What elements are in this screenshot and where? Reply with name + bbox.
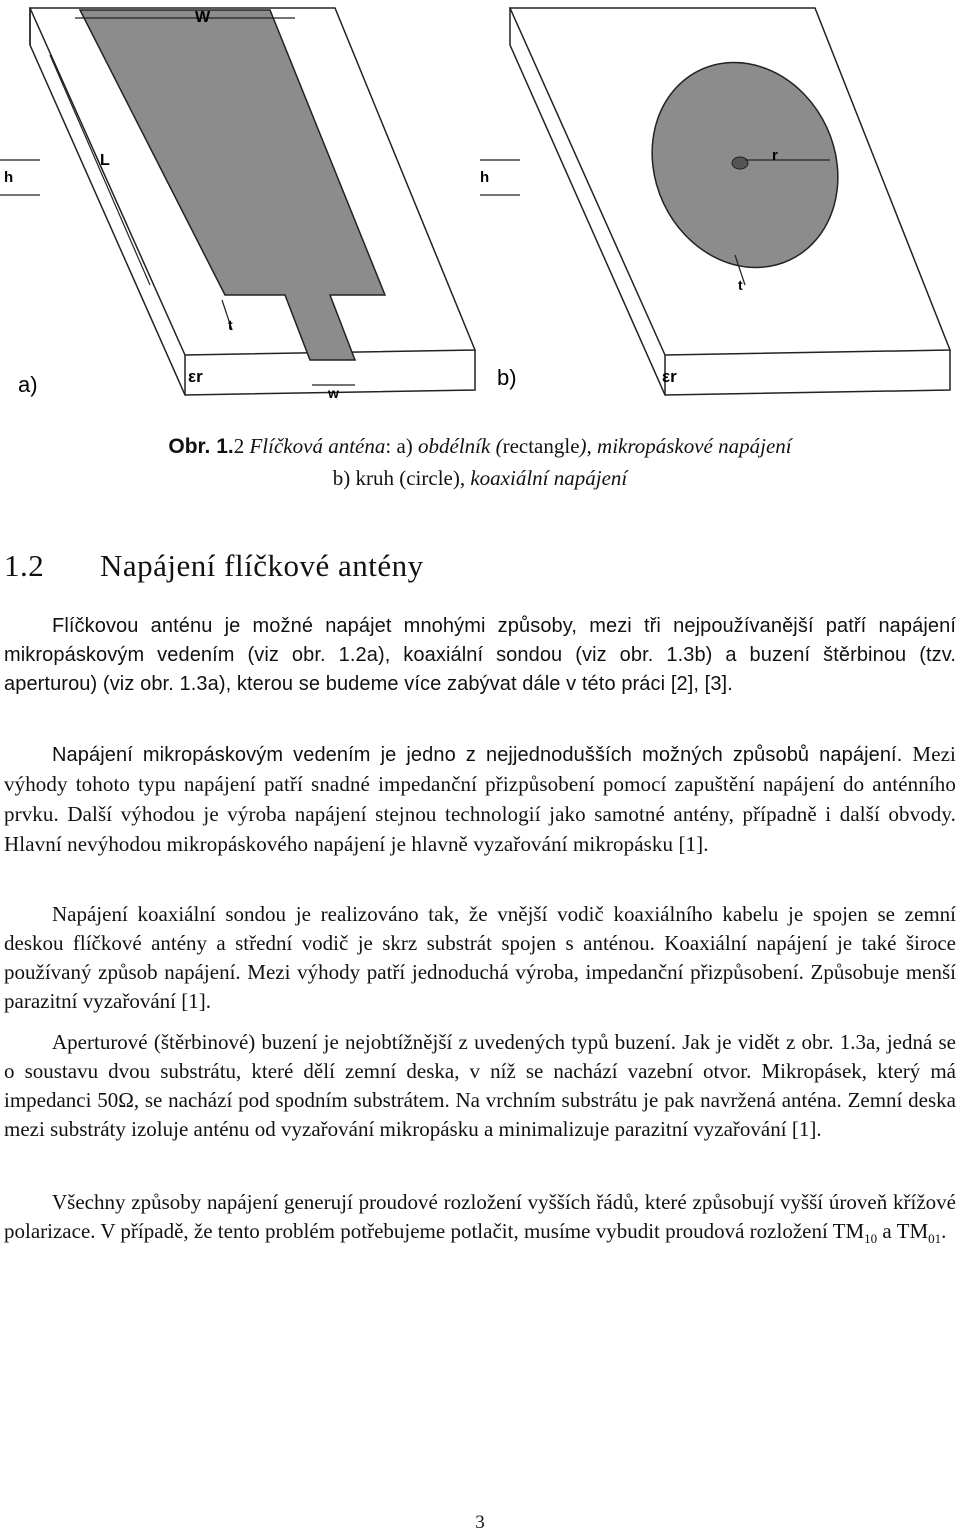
figure-caption xyxy=(0,430,960,463)
caption-part1: Flíčková anténa xyxy=(249,434,386,458)
paragraph-4: Aperturové (štěrbinové) buzení je nejobtížnější z uvedených typů buzení. Jak je vidět z obr. 1.3a, jedná se o soustavu dvou substrátu, které dělí zemní deska, v níž se nachází vazební otvor. Mikropásek, který má impedanci 50Ω, se nachází pod spodním substrátem. Na vrchním substrátu je pak navržená anténa. Zemní deska mezi substráty izoluje anténu od vyzařování mikropásku a minimalizuje parazitní vyzařování [1]. xyxy=(4,1030,956,1141)
dim-t-label-a: t xyxy=(228,317,233,333)
paragraph-2b-text: Mezi výhody tohoto typu napájení patří snadné impedanční přizpůsobení pomocí zapuštění napájení do anténního prvku. Další výhodou je výroba napájení stejnou technologií jako samotné antény, případně i další obvody. Hlavní nevýhodou mikropáskového napájení je hlavně vyzařování mikropásku [1]. xyxy=(4,742,956,856)
figure-caption-line2 xyxy=(0,462,960,494)
caption-part2: : a) xyxy=(385,434,419,458)
tm10-subscript: 10 xyxy=(864,1231,878,1247)
patch-antenna-figure xyxy=(0,0,960,415)
section-number: 1.2 xyxy=(4,548,45,583)
paragraph-5-end: . xyxy=(941,1219,947,1243)
caption-part5: ), mikropáskové napájení xyxy=(579,434,792,458)
dim-L-label: L xyxy=(100,152,110,169)
dim-h-label-b: h xyxy=(480,169,490,186)
paragraph-1: Flíčkovou anténu je možné napájet mnohými způsoby, mezi tři nejpoužívanější patří napájení mikropáskovým vedením (viz obr. 1.2a), koaxiální sondou (viz obr. 1.3b) a buzení štěrbinou (tzv. aperturou) (viz obr. 1.3a), kterou se budeme více zabývat dále v této práci [2], [3]. xyxy=(4,615,956,695)
caption-prefix: Obr. 1. xyxy=(168,435,234,458)
dim-h-label-a: h xyxy=(4,169,14,186)
substrate-label-a: εr xyxy=(188,367,203,386)
caption-line2b: koaxiální napájení xyxy=(470,466,628,490)
paragraph-5-and: a TM xyxy=(877,1219,929,1243)
section-heading xyxy=(4,548,424,584)
paragraph-3: Napájení koaxiální sondou je realizováno tak, že vnější vodič koaxiálního kabelu je spojen se zemní deskou flíčkové antény a střední vodič je skrz substrát spojen s anténou. Koaxiální napájení je také široce používaný způsob napájení. Mezi výhody patří jednoduchá výroba, impedanční přizpůsobení. Způsobuje menší parazitní vyzařování [1]. xyxy=(4,902,956,1013)
caption-part4: rectangle xyxy=(502,434,580,458)
paragraph-2a xyxy=(4,740,956,860)
dim-r-label: r xyxy=(772,147,778,164)
paragraph-5 xyxy=(4,1188,956,1253)
paragraph-5-text: Všechny způsoby napájení generují proudové rozložení vyšších řádů, které způsobují vyšší úroveň křížové polarizace. V případě, že tento problém potřebujeme potlačit, musíme vybudit proudová rozložení TM xyxy=(4,1190,956,1243)
paragraph-2a-text: Napájení mikropáskovým vedením je jedno z nejjednodušších možných způsobů napájení. xyxy=(52,744,903,766)
coax-feed-point xyxy=(732,157,748,169)
page-number: 3 xyxy=(475,1512,485,1533)
rectangular-patch xyxy=(80,10,385,360)
caption-line2a: b) kruh (circle), xyxy=(332,466,471,490)
substrate-label-b: εr xyxy=(662,367,677,386)
panel-a-label: a) xyxy=(18,372,38,397)
dim-t-label-b: t xyxy=(738,277,743,293)
tm01-subscript: 01 xyxy=(928,1231,942,1247)
caption-number: 2 xyxy=(233,434,245,458)
panel-b-label: b) xyxy=(497,365,517,390)
section-title: Napájení flíčkové antény xyxy=(100,548,424,583)
dim-w-label: w xyxy=(328,385,339,401)
caption-part3: obdélník ( xyxy=(418,434,503,458)
dim-W-label: W xyxy=(195,9,211,26)
